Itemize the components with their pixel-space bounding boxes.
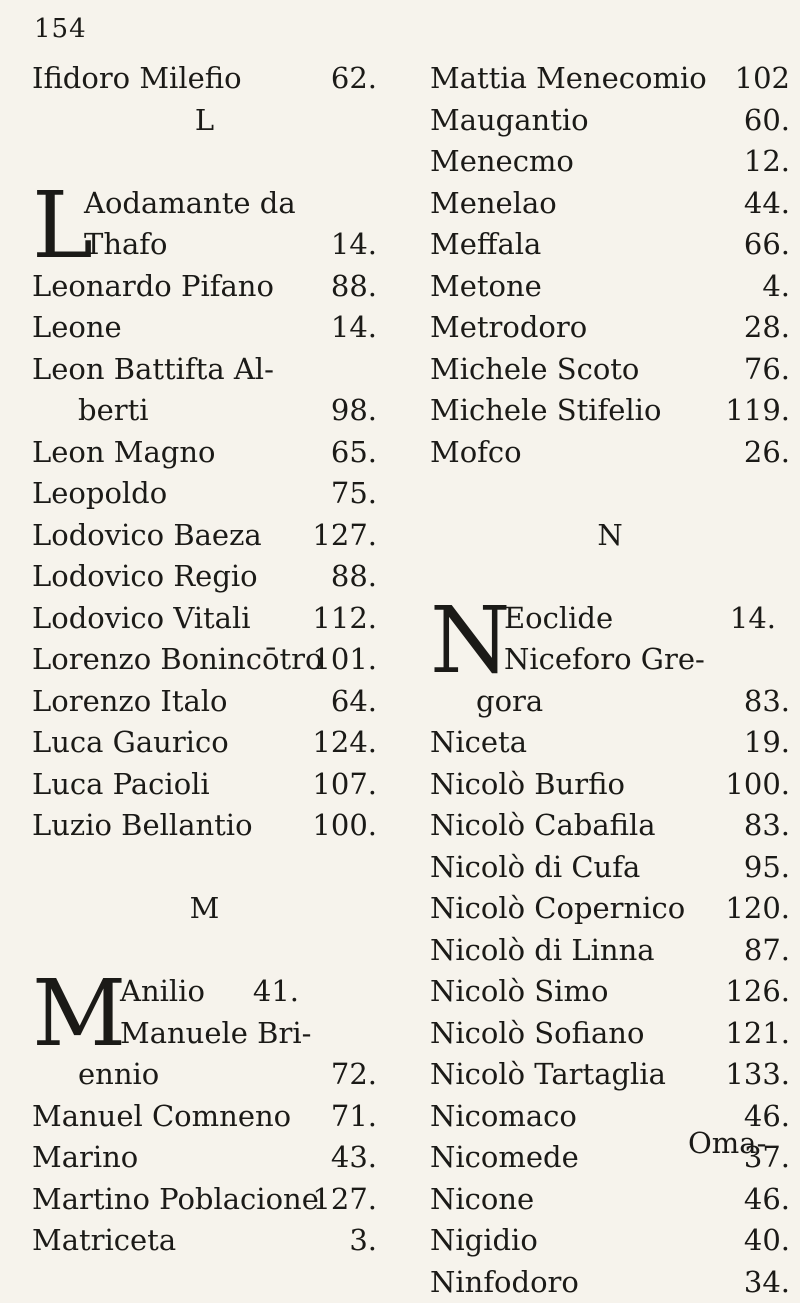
index-entry: [430, 266, 790, 308]
entry-name: ennio: [78, 1054, 159, 1096]
entry-name: Leonardo Pifano: [32, 266, 274, 308]
entry-page: 43.: [331, 1137, 377, 1179]
index-entry: [32, 1096, 377, 1138]
index-entry: [430, 971, 790, 1013]
index-entry: [430, 307, 790, 349]
index-entry: [430, 888, 790, 930]
entry-name: Nicolò Cabafila: [430, 805, 656, 847]
entry-name: Maugantio: [430, 100, 589, 142]
entry-name: Michele Stifelio: [430, 390, 661, 432]
dropcap-line-1: [84, 183, 296, 225]
entry-page: 46.: [744, 1096, 790, 1138]
entry-name: Nicolò Copernico: [430, 888, 685, 930]
section-letter-n: N: [430, 515, 790, 557]
entry-name: Luzio Bellantio: [32, 805, 253, 847]
entry-page: 3.: [349, 1220, 377, 1262]
entry-page: 4.: [762, 266, 790, 308]
dropcap-entry-m: [32, 971, 377, 1054]
entry-name: Leone: [32, 307, 122, 349]
entry-page: 119.: [725, 390, 790, 432]
entries-m-continued: [430, 58, 790, 473]
index-entry: [32, 266, 377, 308]
entry-name: Menelao: [430, 183, 557, 225]
index-entry: [430, 100, 790, 142]
index-entry: [32, 432, 377, 474]
index-entry: [430, 805, 790, 847]
entry-page: 28.: [744, 307, 790, 349]
entry-page: 41.: [253, 971, 299, 1013]
entry-page: 60.: [744, 100, 790, 142]
entry-name: Metone: [430, 266, 542, 308]
entry-name: Meffala: [430, 224, 541, 266]
entry-page: 87.: [744, 930, 790, 972]
entry-page: 126.: [725, 971, 790, 1013]
entry-name: gora: [476, 681, 543, 723]
entry-name: Niceta: [430, 722, 527, 764]
dropcap-line-2: [504, 639, 705, 681]
page-number: 154: [34, 14, 87, 44]
entry-page: 66.: [744, 224, 790, 266]
entry-name: Manuele Bri-: [120, 1016, 311, 1050]
index-entry: [32, 390, 377, 432]
entry-name: Lodovico Baeza: [32, 515, 262, 557]
index-entry: [430, 141, 790, 183]
index-entry: [430, 681, 790, 723]
entry-name: Luca Gaurico: [32, 722, 229, 764]
index-entry: [430, 58, 790, 100]
entry-name: Niceforo Gre-: [504, 642, 705, 676]
section-letter-m: M: [32, 888, 377, 930]
index-entry: [32, 639, 377, 681]
entry-page: 62.: [331, 58, 377, 100]
entry-name: Thafo: [84, 227, 168, 261]
entry-page: 127.: [312, 515, 377, 557]
dropcap-line-1: [120, 971, 299, 1013]
entries-n: [430, 681, 790, 1303]
index-entry: [430, 764, 790, 806]
entry-page: 107.: [312, 764, 377, 806]
index-entry: [430, 1013, 790, 1055]
entry-page: 12.: [744, 141, 790, 183]
index-entry: [430, 224, 790, 266]
index-entry: [32, 1054, 377, 1096]
entry-name: Lodovico Vitali: [32, 598, 251, 640]
entry-name: Leopoldo: [32, 473, 167, 515]
entry-name: Ifidoro Milefio: [32, 58, 242, 100]
drop-cap-n: N: [430, 600, 511, 682]
entry-name: Nicomaco: [430, 1096, 577, 1138]
entry-page: 64.: [331, 681, 377, 723]
index-entry: [430, 1262, 790, 1303]
entry-page: 14.: [331, 307, 377, 349]
entry-name: Marino: [32, 1137, 138, 1179]
catchword: Oma-: [688, 1126, 766, 1160]
entry-page: 102: [735, 58, 790, 100]
entry-name: berti: [78, 390, 149, 432]
entry-page: 133.: [725, 1054, 790, 1096]
index-entry: [430, 1220, 790, 1262]
index-entry: [32, 473, 377, 515]
entry-name: Nicolò Tartaglia: [430, 1054, 666, 1096]
index-entry: [32, 805, 377, 847]
section-letter-l: L: [32, 100, 377, 142]
entry-page: 112.: [312, 598, 377, 640]
dropcap-entry-l: [32, 183, 377, 266]
entry-page: 121.: [725, 1013, 790, 1055]
index-entry: [32, 1137, 377, 1179]
entry-page: 44.: [744, 183, 790, 225]
entry-name: Nicomede: [430, 1137, 579, 1179]
entry-name: Leon Magno: [32, 432, 215, 474]
index-entry: [32, 764, 377, 806]
index-entry: [32, 515, 377, 557]
entry-name: Michele Scoto: [430, 349, 639, 391]
entry-name: Nicolò Sofiano: [430, 1013, 644, 1055]
right-column: [430, 58, 790, 1303]
dropcap-line-2: [84, 224, 377, 266]
index-entry: [32, 681, 377, 723]
entry-name: Nigidio: [430, 1220, 538, 1262]
index-entry: [430, 432, 790, 474]
dropcap-line-1: [504, 598, 776, 640]
entry-name: Menecmo: [430, 141, 574, 183]
entry-name: Eoclide: [504, 601, 613, 635]
index-entry: [32, 598, 377, 640]
entry-page: 127.: [312, 1179, 377, 1221]
index-entry: [32, 349, 377, 391]
entry-page: 71.: [331, 1096, 377, 1138]
entry-page: 76.: [744, 349, 790, 391]
entry-page: 26.: [744, 432, 790, 474]
entry-page: 40.: [744, 1220, 790, 1262]
entry-page: 101.: [312, 639, 377, 681]
index-entry: [430, 349, 790, 391]
entry-page: 75.: [331, 473, 377, 515]
entry-name: Mofco: [430, 432, 522, 474]
index-entry: [32, 1220, 377, 1262]
entry-name: Manuel Comneno: [32, 1096, 291, 1138]
index-entry: [430, 1054, 790, 1096]
entries-m: [32, 1054, 377, 1262]
dropcap-entry-n: [430, 598, 790, 681]
entry-page: 95.: [744, 847, 790, 889]
entry-page: 120.: [725, 888, 790, 930]
entry-page: 19.: [744, 722, 790, 764]
entry-name: Lorenzo Italo: [32, 681, 228, 723]
entry-name: Nicolò di Linna: [430, 930, 655, 972]
entry-page: 37.: [744, 1137, 790, 1179]
entry-name: Anilio: [120, 974, 205, 1008]
index-entry: [430, 930, 790, 972]
drop-cap-l: L: [32, 185, 93, 267]
index-entry: [430, 390, 790, 432]
entry-page: 100.: [725, 764, 790, 806]
entry-name: Aodamante da: [84, 186, 296, 220]
entry-name: Ninfodoro: [430, 1262, 579, 1303]
entry-page: 34.: [744, 1262, 790, 1303]
entry-name: Martino Poblacione: [32, 1179, 319, 1221]
index-entry: [430, 1179, 790, 1221]
entry-page: 98.: [331, 390, 377, 432]
entries-l: [32, 266, 377, 847]
entry-name: Lorenzo Bonincōtro: [32, 639, 322, 681]
entry-page: 88.: [331, 556, 377, 598]
index-entry: [430, 183, 790, 225]
entry-page: 72.: [331, 1054, 377, 1096]
index-entry: [32, 556, 377, 598]
entry-page: 14.: [331, 224, 377, 266]
entry-name: Leon Battifta Al-: [32, 349, 274, 391]
index-entry: [32, 307, 377, 349]
index-entry: [32, 722, 377, 764]
index-entry: [32, 1179, 377, 1221]
entry-page: 65.: [331, 432, 377, 474]
entry-name: Nicolò di Cufa: [430, 847, 640, 889]
entry-name: Matriceta: [32, 1220, 176, 1262]
dropcap-line-2: [120, 1013, 311, 1055]
entry-name: Nicolò Burfio: [430, 764, 625, 806]
index-entry: [430, 847, 790, 889]
entry-name: Mattia Menecomio: [430, 58, 707, 100]
entry-name: Luca Pacioli: [32, 764, 210, 806]
drop-cap-m: M: [32, 973, 126, 1055]
entry-name: Metrodoro: [430, 307, 587, 349]
entry-page: 14.: [730, 598, 776, 640]
index-entry: [32, 58, 377, 100]
entry-page: 83.: [744, 805, 790, 847]
entry-name: Nicolò Simo: [430, 971, 608, 1013]
entry-page: 83.: [744, 681, 790, 723]
entry-page: 88.: [331, 266, 377, 308]
entry-page: 124.: [312, 722, 377, 764]
entry-page: 100.: [312, 805, 377, 847]
index-entry: [430, 722, 790, 764]
left-column: [32, 58, 377, 1262]
entry-page: 46.: [744, 1179, 790, 1221]
entry-name: Nicone: [430, 1179, 534, 1221]
entry-name: Lodovico Regio: [32, 556, 258, 598]
